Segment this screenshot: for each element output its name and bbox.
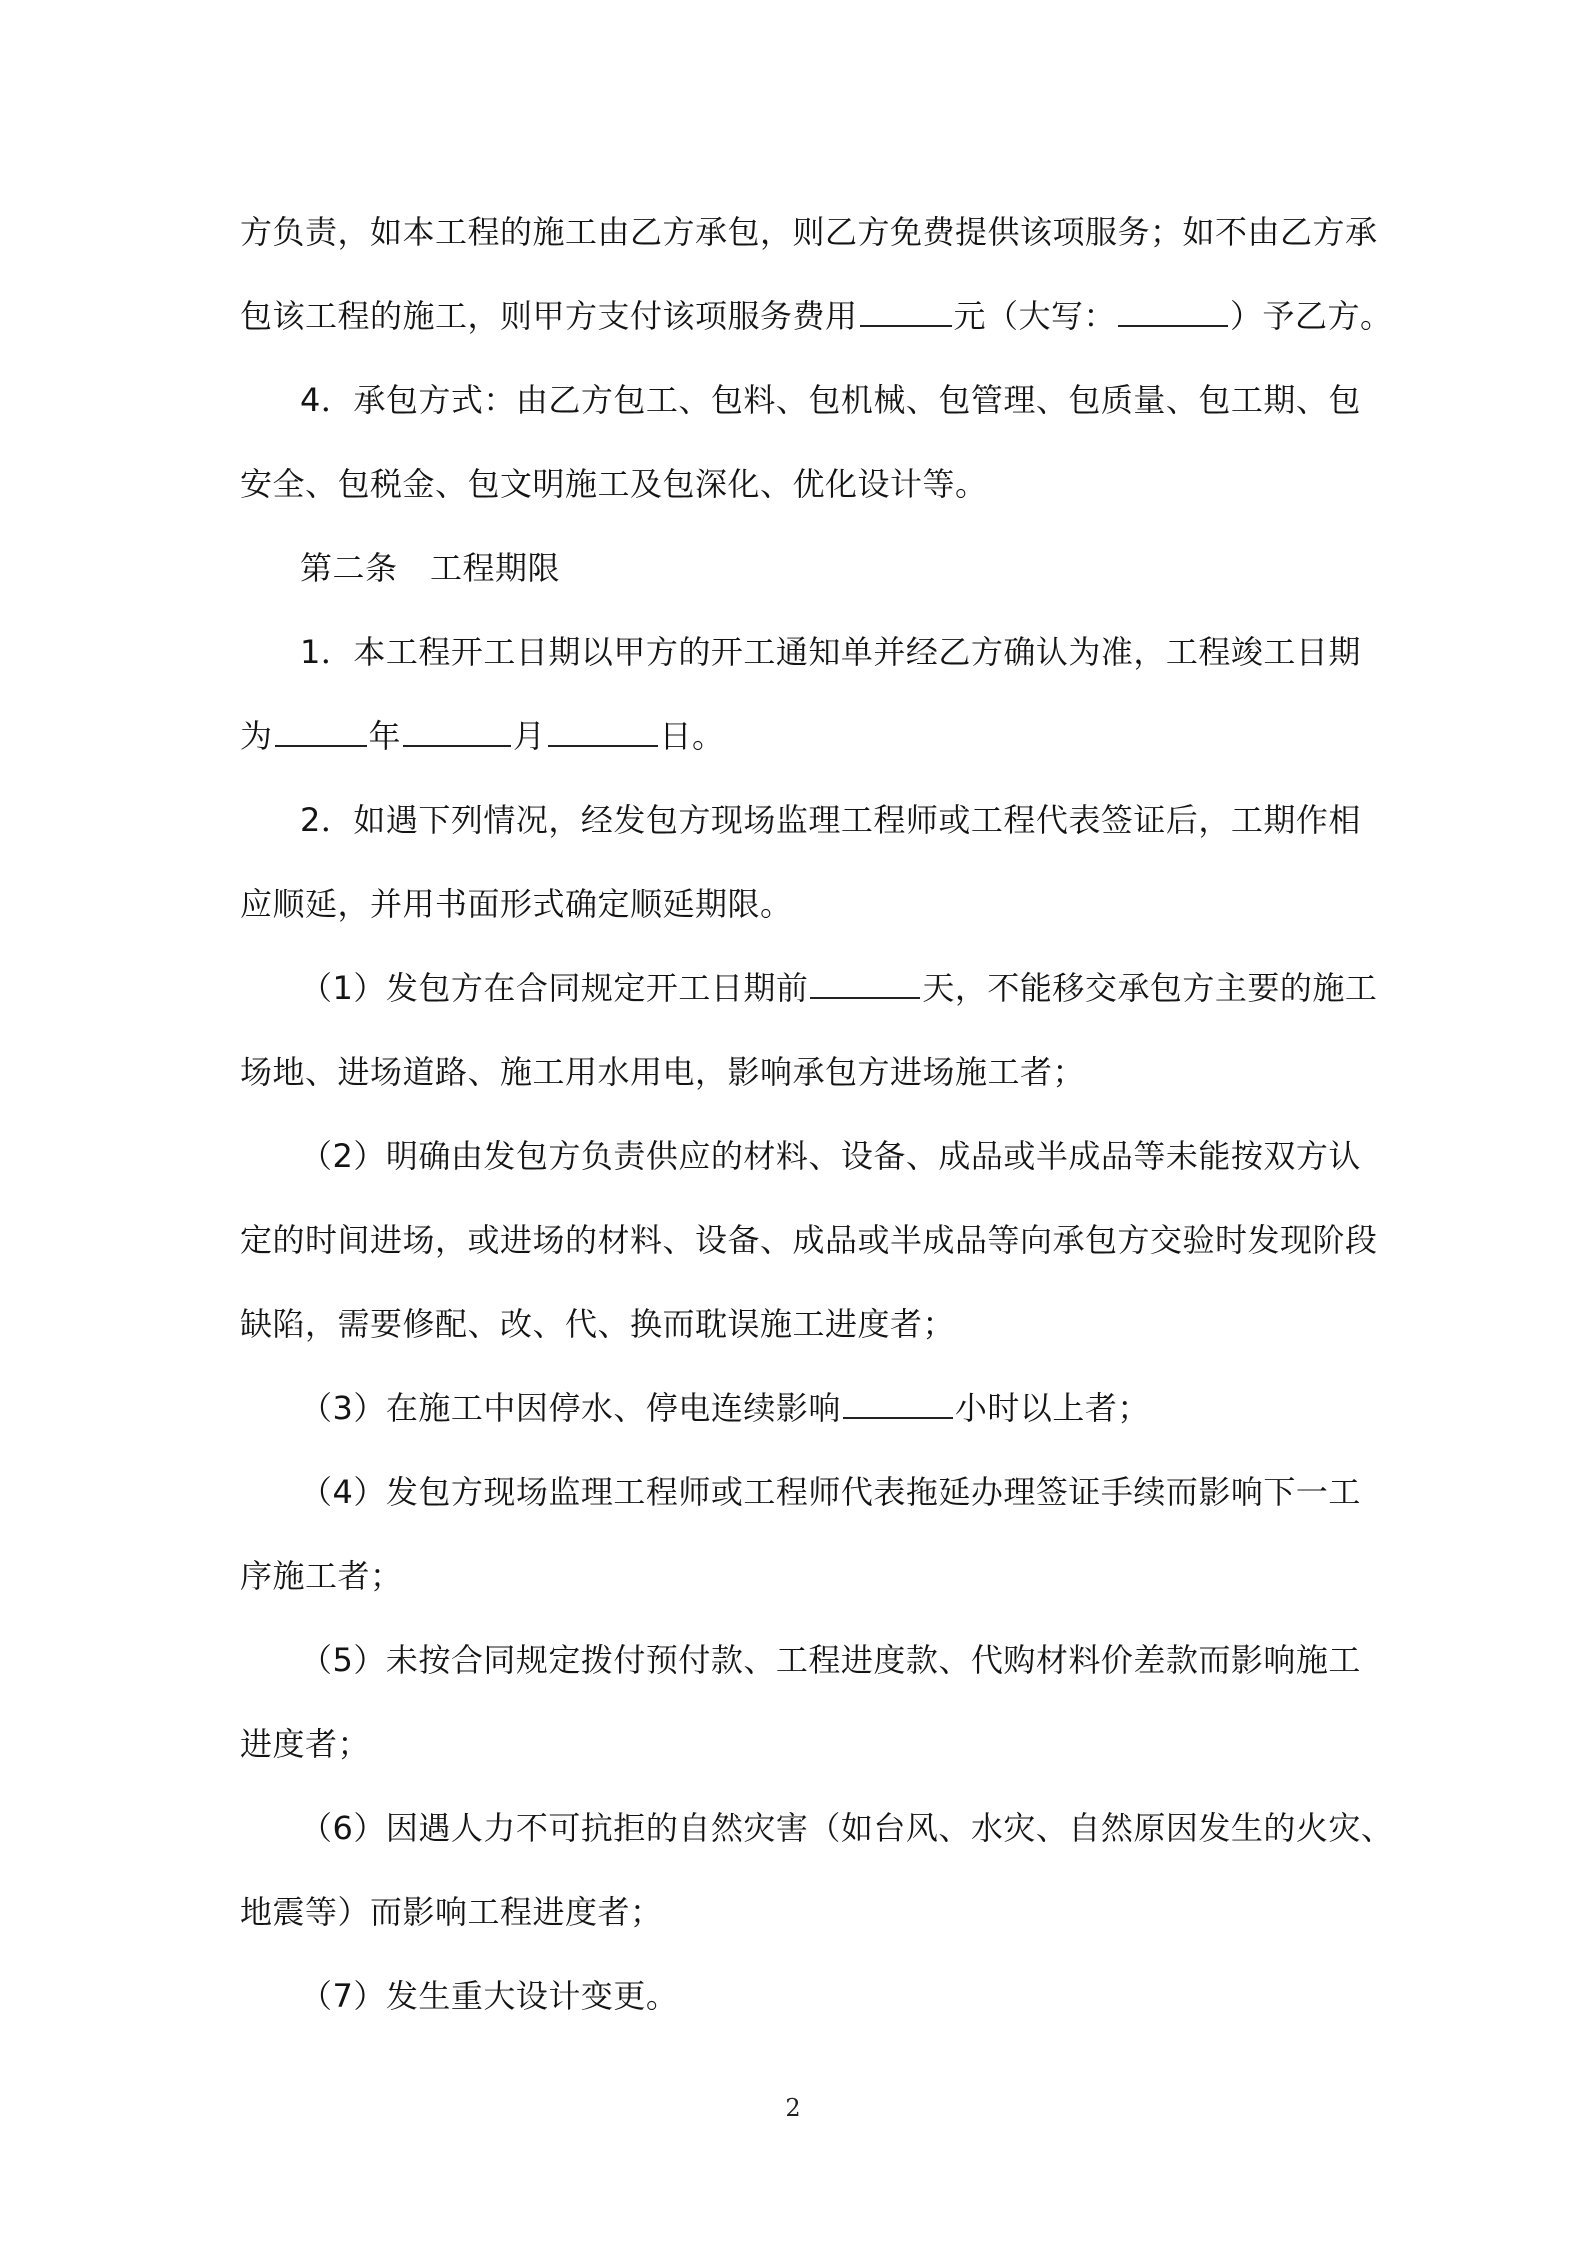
fill-in-blank-year [275, 715, 367, 747]
text-segment: 年 [368, 717, 402, 755]
paragraph-line: 应顺延，并用书面形式确定顺延期限。 [240, 885, 793, 923]
paragraph-line [300, 1386, 1346, 1430]
paragraph-line: 场地、进场道路、施工用水用电，影响承包方进场施工者； [240, 1053, 1086, 1091]
paragraph-line [300, 966, 1378, 1010]
paragraph-line: 地震等）而影响工程进度者； [240, 1893, 663, 1931]
fill-in-blank-days [810, 967, 920, 999]
text-segment: 包该工程的施工，则甲方支付该项服务费用 [240, 297, 858, 335]
paragraph-line: 进度者； [240, 1725, 371, 1763]
text-segment: 日。 [659, 717, 725, 755]
fill-in-blank-amount-uppercase [1118, 295, 1228, 327]
fill-in-blank-month [403, 715, 511, 747]
paragraph-line [240, 714, 1346, 758]
paragraph-line: 缺陷，需要修配、改、代、换而耽误施工进度者； [240, 1305, 956, 1343]
text-segment: ）予乙方。 [1230, 297, 1393, 335]
text-segment: 为 [240, 717, 273, 755]
paragraph-line: 1．本工程开工日期以甲方的开工通知单并经乙方确认为准，工程竣工日期 [300, 633, 1361, 671]
paragraph-line: （7）发生重大设计变更。 [300, 1977, 679, 2015]
paragraph-line: （5）未按合同规定拨付预付款、工程进度款、代购材料价差款而影响施工 [300, 1641, 1361, 1679]
paragraph-line: 4．承包方式：由乙方包工、包料、包机械、包管理、包质量、包工期、包 [300, 381, 1361, 419]
paragraph-line: （6）因遇人力不可抗拒的自然灾害（如台风、水灾、自然原因发生的火灾、 [300, 1809, 1394, 1847]
fill-in-blank-day [548, 715, 658, 747]
paragraph-line: 序施工者； [240, 1557, 403, 1595]
text-segment: 天，不能移交承包方主要的施工 [922, 969, 1378, 1007]
fill-in-blank-hours [843, 1387, 953, 1419]
fill-in-blank-amount [860, 295, 952, 327]
paragraph-line: 定的时间进场，或进场的材料、设备、成品或半成品等向承包方交验时发现阶段 [240, 1221, 1378, 1259]
text-segment: （3）在施工中因停水、停电连续影响 [300, 1389, 841, 1427]
paragraph-line: 安全、包税金、包文明施工及包深化、优化设计等。 [240, 465, 988, 503]
paragraph-line: 2．如遇下列情况，经发包方现场监理工程师或工程代表签证后，工期作相 [300, 801, 1361, 839]
text-segment: 月 [513, 717, 546, 755]
paragraph-line: （2）明确由发包方负责供应的材料、设备、成品或半成品等未能按双方认 [300, 1137, 1361, 1175]
text-segment: 小时以上者； [954, 1389, 1150, 1427]
paragraph-line: 方负责，如本工程的施工由乙方承包，则乙方免费提供该项服务；如不由乙方承 [240, 213, 1378, 251]
paragraph-line [240, 294, 1393, 338]
paragraph-line: （4）发包方现场监理工程师或工程师代表拖延办理签证手续而影响下一工 [300, 1473, 1361, 1511]
page-number: 2 [785, 2094, 801, 2122]
section-heading: 第二条 工程期限 [300, 549, 561, 587]
text-segment: 元（大写： [953, 297, 1117, 335]
text-segment: （1）发包方在合同规定开工日期前 [300, 969, 809, 1007]
